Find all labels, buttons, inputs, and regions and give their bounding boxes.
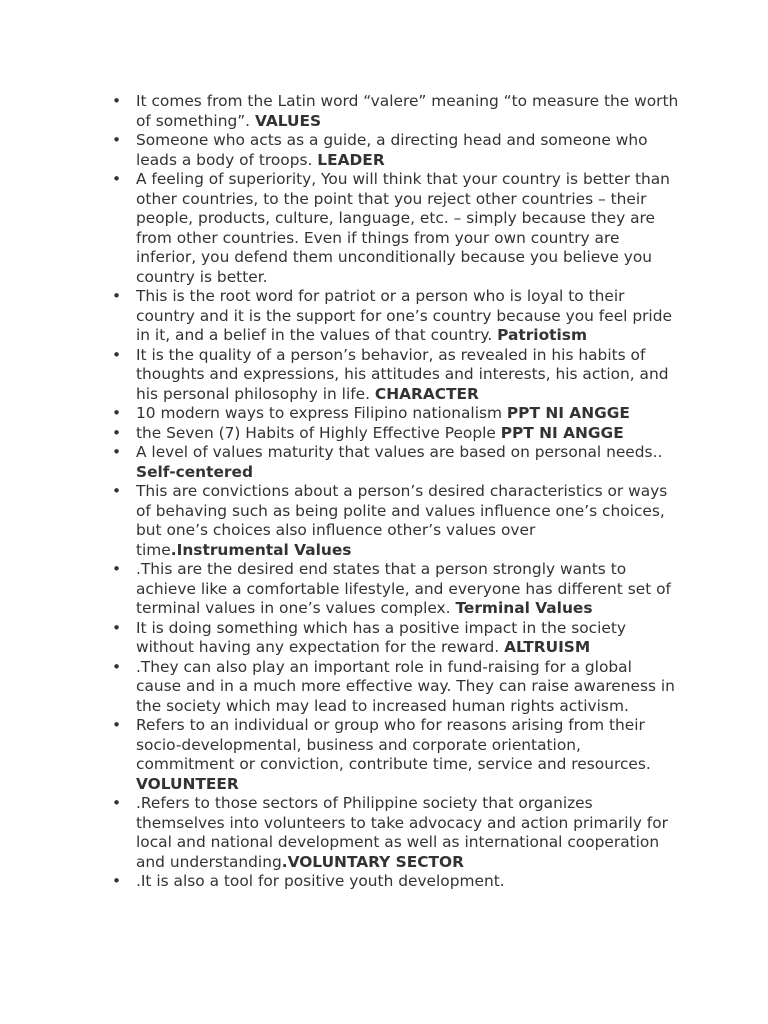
item-text: It comes from the Latin word “valere” meaning “to measure the worth of something”. — [136, 92, 679, 130]
item-text: A feeling of superiority, You will think that your country is better than other countries, to the point that you reject other countries – their people, products, culture, language, etc. – simply because they are from other countries. Even if things from your own country are inferior, you defend them unconditionally because you believe you country is better. — [136, 170, 670, 286]
item-answer: PPT NI ANGGE — [506, 404, 630, 422]
bullet-list — [110, 92, 680, 892]
bullet-icon: • — [112, 423, 122, 442]
item-text: .This are the desired end states that a person strongly wants to achieve like a comfortable lifestyle, and everyone has different set of terminal values in one’s values complex. — [136, 560, 671, 617]
list-item — [110, 716, 680, 794]
item-answer: Self-centered — [136, 462, 253, 481]
list-item — [110, 619, 680, 658]
item-text: 10 modern ways to express Filipino nationalism — [136, 404, 507, 422]
item-text: Refers to an individual or group who for reasons arising from their socio-developmental, business and corporate orientation, commitment or conviction, contribute time, service and resources. — [136, 716, 651, 773]
item-answer: Terminal Values — [455, 599, 593, 617]
bullet-icon: • — [112, 872, 122, 890]
bullet-icon: • — [112, 560, 122, 578]
list-item — [110, 170, 680, 287]
item-text: Someone who acts as a guide, a directing head and someone who leads a body of troops. — [136, 131, 648, 169]
list-item — [110, 482, 680, 560]
list-item — [110, 131, 680, 170]
item-answer: LEADER — [317, 150, 385, 169]
bullet-icon: • — [112, 618, 122, 637]
item-text: .They can also play an important role in fund-raising for a global cause and in a much more effective way. They can raise awareness in the society which may lead to increased human rights activism. — [136, 657, 675, 715]
item-answer: PPT NI ANGGE — [500, 423, 624, 442]
bullet-icon: • — [112, 657, 122, 676]
list-item — [110, 443, 680, 482]
bullet-icon: • — [112, 170, 122, 188]
bullet-icon: • — [112, 345, 122, 364]
list-item — [110, 287, 680, 346]
item-text: .Refers to those sectors of Philippine society that organizes themselves into volunteers to take advocacy and action primarily for local and national development as well as international cooperation and understanding — [136, 794, 668, 871]
list-item — [110, 346, 680, 405]
bullet-icon: • — [112, 131, 122, 149]
list-item — [110, 560, 680, 619]
bullet-icon: • — [112, 443, 122, 461]
list-item — [110, 872, 680, 892]
item-text: This is the root word for patriot or a person who is loyal to their country and it is the support for one’s country because you feel pride in it, and a belief in the values of that country. — [136, 287, 672, 344]
list-item — [110, 424, 680, 444]
bullet-icon: • — [112, 716, 122, 734]
bullet-icon: • — [112, 404, 122, 422]
list-item — [110, 658, 680, 717]
item-text: the Seven (7) Habits of Highly Effective People — [136, 423, 501, 442]
list-item — [110, 92, 680, 131]
item-answer: ALTRUISM — [504, 638, 591, 656]
item-answer: Patriotism — [497, 326, 587, 344]
list-item — [110, 404, 680, 424]
bullet-icon: • — [112, 92, 122, 110]
bullet-icon: • — [112, 482, 122, 500]
bullet-icon: • — [112, 287, 122, 305]
item-text: A level of values maturity that values are based on personal needs.. — [136, 443, 663, 461]
item-text: .It is also a tool for positive youth development. — [136, 872, 505, 890]
item-answer: CHARACTER — [374, 384, 479, 403]
item-text: This are convictions about a person’s desired characteristics or ways of behaving such as being polite and values influence one’s choices, but one’s choices also influence other’s values over time — [136, 482, 668, 559]
item-text: It is the quality of a person’s behavior, as revealed in his habits of thoughts and expressions, his attitudes and interests, his action, and his personal philosophy in life. — [136, 345, 669, 403]
item-text: It is doing something which has a positive impact in the society without having any expectation for the reward. — [136, 618, 627, 656]
item-answer: .Instrumental Values — [170, 540, 352, 559]
item-answer: VALUES — [254, 111, 322, 130]
item-answer: .VOLUNTARY SECTOR — [281, 852, 464, 871]
item-answer: VOLUNTEER — [136, 774, 239, 793]
list-item — [110, 794, 680, 872]
bullet-icon: • — [112, 794, 122, 812]
